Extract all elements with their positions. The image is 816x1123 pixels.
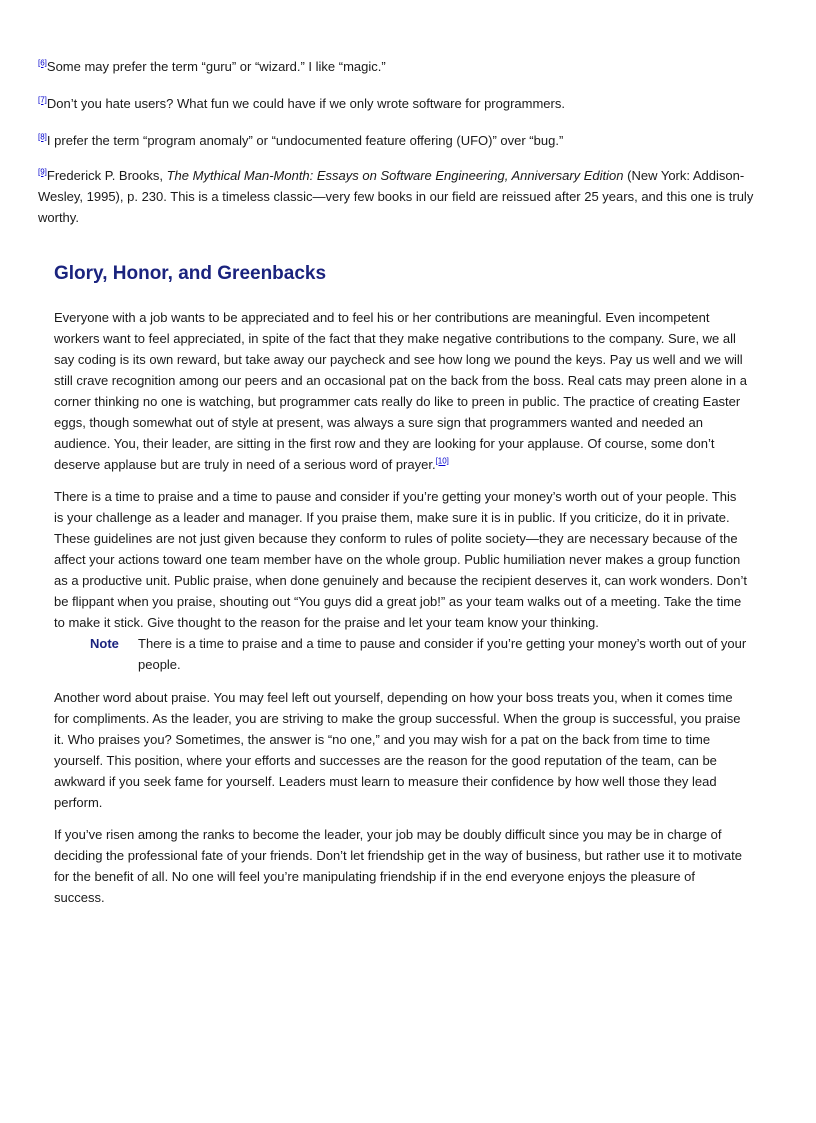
- note-label: Note: [90, 636, 119, 651]
- footnote-text-pre: Frederick P. Brooks,: [46, 168, 167, 183]
- footnote-ref-10[interactable]: [10]: [435, 456, 449, 466]
- footnote-ref-8[interactable]: [8]: [38, 132, 47, 142]
- footnote-7: [38, 93, 768, 114]
- paragraph-text: Everyone with a job wants to be appreciated and to feel his or her contributions are meaningful. Even incompetent workers want to feel appreciated, in spite of the fact that they make negative contributions to the company. Sure, we all say coding is its own reward, but take away our paycheck and see how long we pound the keys. Pay us well and we will still crave recognition among our peers and an occasional pat on the back from the boss. Real cats may preen alone in a corner thinking no one is watching, but programmer cats really do like to preen in public. The practice of creating Easter eggs, though somewhat out of style at present, was always a sure sign that programmers wanted and needed an audience. You, their leader, are sitting in the first row and they are looking for your applause. Of course, some don’t deserve applause but are truly in need of a serious word of prayer.: [54, 310, 748, 472]
- footnote-6: [38, 56, 768, 77]
- paragraph-2: There is a time to praise and a time to pause and consider if you’re getting your money’s worth out of your people. This is your challenge as a leader and manager. If you praise them, make sure it is in public. If you criticize, do it in private. These guidelines are not just given because they conform to rules of polite society—they are necessary because of the affect your actions toward one team member have on the whole group. Public humiliation never makes a group function as a productive unit. Public praise, when done genuinely and because the recipient deserves it, can work wonders. Don’t be flippant when you praise, shouting out “You guys did a great job!” as your team walks out of a meeting. Take the time to make it stick. Give thought to the reason for the praise and let your team know your thinking.: [54, 489, 748, 630]
- footnote-8: [38, 130, 768, 151]
- footnote-text-post: (New York: Addison-Wesley, 1995), p. 230. This is a timeless classic—very few books in our field are reissued after 25 years, and this one is truly worthy.: [38, 168, 754, 225]
- section-glory-honor-greenbacks: [54, 262, 748, 919]
- footnote-text: Some may prefer the term “guru” or “wizard.” I like “magic.”: [46, 59, 386, 74]
- footnote-text: I prefer the term “program anomaly” or “undocumented feature offering (UFO)” over “bug.”: [46, 133, 564, 148]
- footnote-text: Don’t you hate users? What fun we could have if we only wrote software for programmers.: [46, 96, 565, 111]
- paragraph-1: [54, 307, 748, 475]
- footnote-9: [38, 165, 768, 228]
- paragraph-3: Another word about praise. You may feel left out yourself, depending on how your boss treats you, when it comes time for compliments. As the leader, you are striving to make the group successful. When the group is successful, you praise it. Who praises you? Sometimes, the answer is “no one,” and you may wish for a pat on the back from time to time yourself. This position, where your efforts and successes are the reason for the good reputation of the team, can be awkward if you seek fame for yourself. Leaders must learn to measure their confidence by how well those they lead perform.: [54, 690, 741, 810]
- footnote-ref-9[interactable]: [9]: [38, 167, 47, 177]
- footnote-ref-6[interactable]: [6]: [38, 58, 47, 68]
- paragraph-4: If you’ve risen among the ranks to become the leader, your job may be doubly difficult since you may be in charge of deciding the professional fate of your friends. Don’t let friendship get in the way of business, but rather use it to motivate for the benefit of all. No one will feel you’re manipulating friendship if in the end everyone enjoys the pleasure of success.: [54, 827, 742, 905]
- book-title: The Mythical Man-Month: Essays on Software Engineering, Anniversary Edition: [166, 168, 624, 183]
- footnotes: [38, 56, 768, 244]
- footnote-ref-7[interactable]: [7]: [38, 95, 47, 105]
- note-text: There is a time to praise and a time to pause and consider if you’re getting your money’s worth out of your people.: [138, 636, 747, 672]
- section-heading: Glory, Honor, and Greenbacks: [54, 263, 327, 284]
- note-callout: [90, 633, 748, 675]
